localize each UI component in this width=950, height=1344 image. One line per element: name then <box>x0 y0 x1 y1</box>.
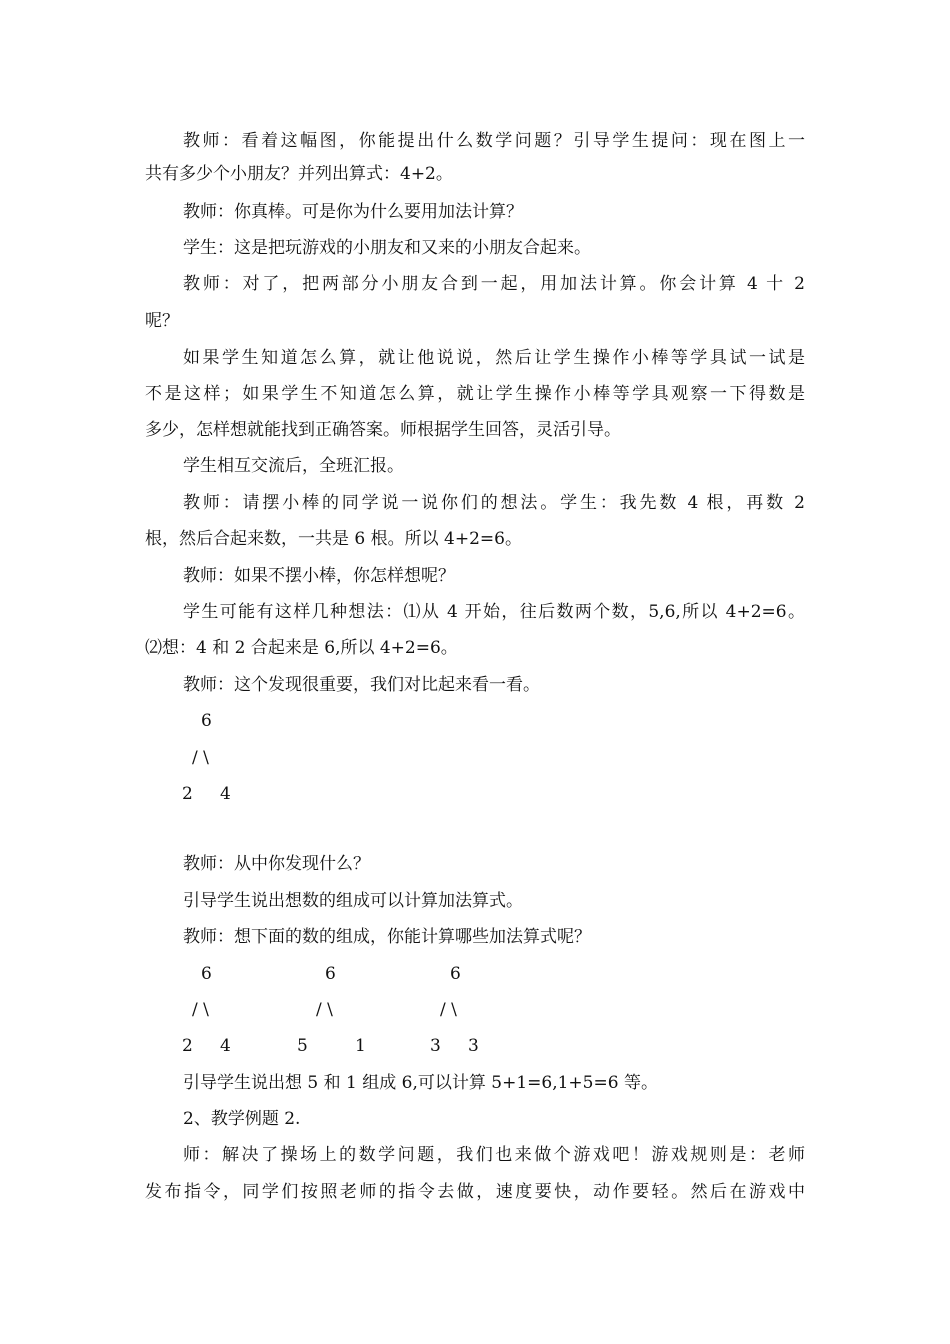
paragraph-line: 教师：请摆小棒的同学说一说你们的想法。学生：我先数 4 根，再数 2 <box>183 493 805 513</box>
tree-right-number: 1 <box>355 1036 366 1056</box>
paragraph-line: 呢？ <box>145 311 179 331</box>
tree-branches: / \ <box>192 748 209 768</box>
tree-branches: / \ <box>440 1000 457 1020</box>
paragraph-line: 引导学生说出想数的组成可以计算加法算式。 <box>183 891 523 911</box>
paragraph-line: 教师：你真棒。可是你为什么要用加法计算？ <box>183 202 523 222</box>
paragraph-line: 教师：从中你发现什么？ <box>183 854 370 874</box>
tree-branches: / \ <box>316 1000 333 1020</box>
paragraph-line: 学生：这是把玩游戏的小朋友和又来的小朋友合起来。 <box>183 238 591 258</box>
tree-top-number: 6 <box>201 711 212 731</box>
paragraph-line: 学生可能有这样几种想法：⑴从 4 开始，往后数两个数，5,6,所以 4+2=6。 <box>183 602 805 622</box>
paragraph-line: 教师：看着这幅图，你能提出什么数学问题？引导学生提问：现在图上一 <box>183 131 805 151</box>
section-heading: 2、教学例题 2. <box>183 1109 301 1129</box>
paragraph-line: ⑵想：4 和 2 合起来是 6,所以 4+2=6。 <box>145 638 458 658</box>
paragraph-line: 根，然后合起来数，一共是 6 根。所以 4+2=6。 <box>145 529 522 549</box>
tree-top-number: 6 <box>450 964 461 984</box>
paragraph-line: 多少，怎样想就能找到正确答案。师根据学生回答，灵活引导。 <box>145 420 621 440</box>
tree-left-number: 2 <box>182 784 193 804</box>
paragraph-line: 引导学生说出想 5 和 1 组成 6,可以计算 5+1=6,1+5=6 等。 <box>183 1073 658 1093</box>
tree-top-number: 6 <box>325 964 336 984</box>
tree-branches: / \ <box>192 1000 209 1020</box>
paragraph-line: 教师：如果不摆小棒，你怎样想呢？ <box>183 566 455 586</box>
tree-right-number: 4 <box>220 784 231 804</box>
paragraph-line: 如果学生知道怎么算，就让他说说，然后让学生操作小棒等学具试一试是 <box>183 348 805 368</box>
tree-left-number: 3 <box>430 1036 441 1056</box>
paragraph-line: 学生相互交流后，全班汇报。 <box>183 456 404 476</box>
paragraph-line: 教师：对了，把两部分小朋友合到一起，用加法计算。你会计算 4 十 2 <box>183 274 805 294</box>
tree-right-number: 3 <box>468 1036 479 1056</box>
paragraph-line: 师：解决了操场上的数学问题，我们也来做个游戏吧！游戏规则是：老师 <box>183 1145 805 1165</box>
paragraph-line: 发布指令，同学们按照老师的指令去做，速度要快，动作要轻。然后在游戏中 <box>145 1182 805 1202</box>
tree-right-number: 4 <box>220 1036 231 1056</box>
tree-left-number: 2 <box>182 1036 193 1056</box>
paragraph-line: 教师：这个发现很重要，我们对比起来看一看。 <box>183 675 540 695</box>
paragraph-line: 共有多少个小朋友？并列出算式：4+2。 <box>145 164 453 184</box>
tree-top-number: 6 <box>201 964 212 984</box>
paragraph-line: 不是这样；如果学生不知道怎么算，就让学生操作小棒等学具观察一下得数是 <box>145 384 805 404</box>
tree-left-number: 5 <box>297 1036 308 1056</box>
paragraph-line: 教师：想下面的数的组成，你能计算哪些加法算式呢？ <box>183 927 591 947</box>
